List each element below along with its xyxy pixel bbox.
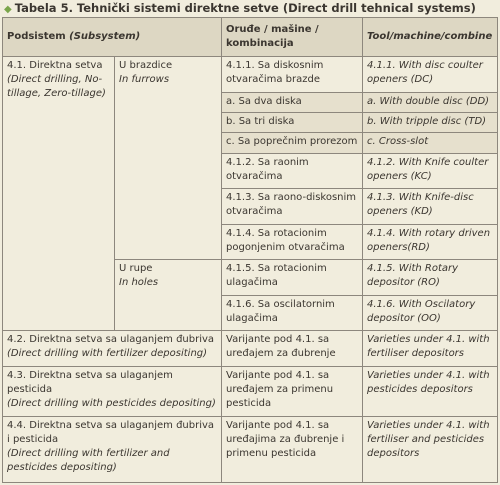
subsystem-title: 4.3. Direktna setva sa ulaganjem pesticida (7, 369, 173, 395)
holes-label-en: In holes (119, 277, 159, 289)
orudje-cell: c. Sa poprečnim prorezom (222, 133, 363, 153)
orudje-cell: b. Sa tri diska (222, 112, 363, 132)
group-4-1-title-en: (Direct drilling, No-tillage, Zero-tillage) (7, 74, 106, 99)
orudje-cell: 4.1.3. Sa raono-diskosnim otvaračima (222, 189, 363, 225)
subsystem-title-en: (Direct drilling with pesticides depositing) (7, 397, 216, 409)
tool-cell: 4.1.6. With Oscilatory depositor (OO) (363, 295, 498, 331)
header-row (3, 18, 498, 57)
orudje-cell: Varijante pod 4.1. sa uređajem za đubrenje (222, 331, 363, 367)
header-podsistem-en: (Subsystem) (69, 31, 141, 42)
orudje-cell: Varijante pod 4.1. sa uređajima za đubrenje i primenu pesticida (222, 417, 363, 483)
group-4-1-cell (3, 57, 115, 331)
table-row (3, 417, 498, 483)
furrows-cell (115, 57, 222, 260)
orudje-cell: 4.1.2. Sa raonim otvaračima (222, 153, 363, 189)
subsystem-title: 4.4. Direktna setva sa ulaganjem đubriva i pesticida (7, 420, 215, 446)
subsystem-cell (3, 417, 222, 483)
subsystem-title: 4.2. Direktna setva sa ulaganjem đubriva (7, 334, 215, 346)
orudje-cell: 4.1.5. Sa rotacionim ulagačima (222, 260, 363, 296)
caption-bullet-icon: ◆ (4, 4, 12, 15)
header-orudje: Oruđe / mašine / kombinacija (222, 18, 363, 57)
tool-cell: Varieties under 4.1. with pesticides depositors (363, 366, 498, 417)
tool-cell: a. With double disc (DD) (363, 92, 498, 112)
orudje-cell: 4.1.6. Sa oscilatornim ulagačima (222, 295, 363, 331)
caption-text: Tabela 5. Tehnički sistemi direktne setve (Direct drill tehnical systems) (14, 1, 476, 15)
orudje-cell: 4.1.1. Sa diskosnim otvaračima brazde (222, 57, 363, 93)
holes-label: U rupe (119, 263, 153, 275)
subsystem-cell (3, 366, 222, 417)
tool-cell: 4.1.2. With Knife coulter openers (KC) (363, 153, 498, 189)
orudje-cell: a. Sa dva diska (222, 92, 363, 112)
subsystem-title-en: (Direct drilling with fertilizer and pesticides depositing) (7, 448, 170, 474)
header-tool: Tool/machine/combine (363, 18, 498, 57)
tool-cell: Varieties under 4.1. with fertiliser and pesticides depositors (363, 417, 498, 483)
furrows-label-en: In furrows (119, 74, 170, 85)
tool-cell: 4.1.5. With Rotary depositor (RO) (363, 260, 498, 296)
header-podsistem (3, 18, 222, 57)
orudje-cell: Varijante pod 4.1. sa uređajem za primenu pesticida (222, 366, 363, 417)
holes-cell (115, 260, 222, 331)
subsystem-title-en: (Direct drilling with fertilizer depositing) (7, 348, 208, 360)
furrows-label: U brazdice (119, 60, 173, 71)
table-row (3, 366, 498, 417)
table-row (3, 57, 498, 93)
group-4-1-title: 4.1. Direktna setva (7, 60, 103, 71)
table-row (3, 331, 498, 367)
tool-cell: 4.1.3. With Knife-disc openers (KD) (363, 189, 498, 225)
tool-cell: 4.1.1. With disc coulter openers (DC) (363, 57, 498, 93)
tool-cell: b. With tripple disc (TD) (363, 112, 498, 132)
tool-cell: Varieties under 4.1. with fertiliser depositors (363, 331, 498, 367)
tool-cell: c. Cross-slot (363, 133, 498, 153)
orudje-cell: 4.1.4. Sa rotacionim pogonjenim otvaračima (222, 224, 363, 260)
tool-cell: 4.1.4. With rotary driven openers(RD) (363, 224, 498, 260)
direct-drill-systems-table (2, 17, 498, 483)
subsystem-cell (3, 331, 222, 367)
header-podsistem-label: Podsistem (7, 31, 66, 42)
table-caption (4, 0, 476, 16)
